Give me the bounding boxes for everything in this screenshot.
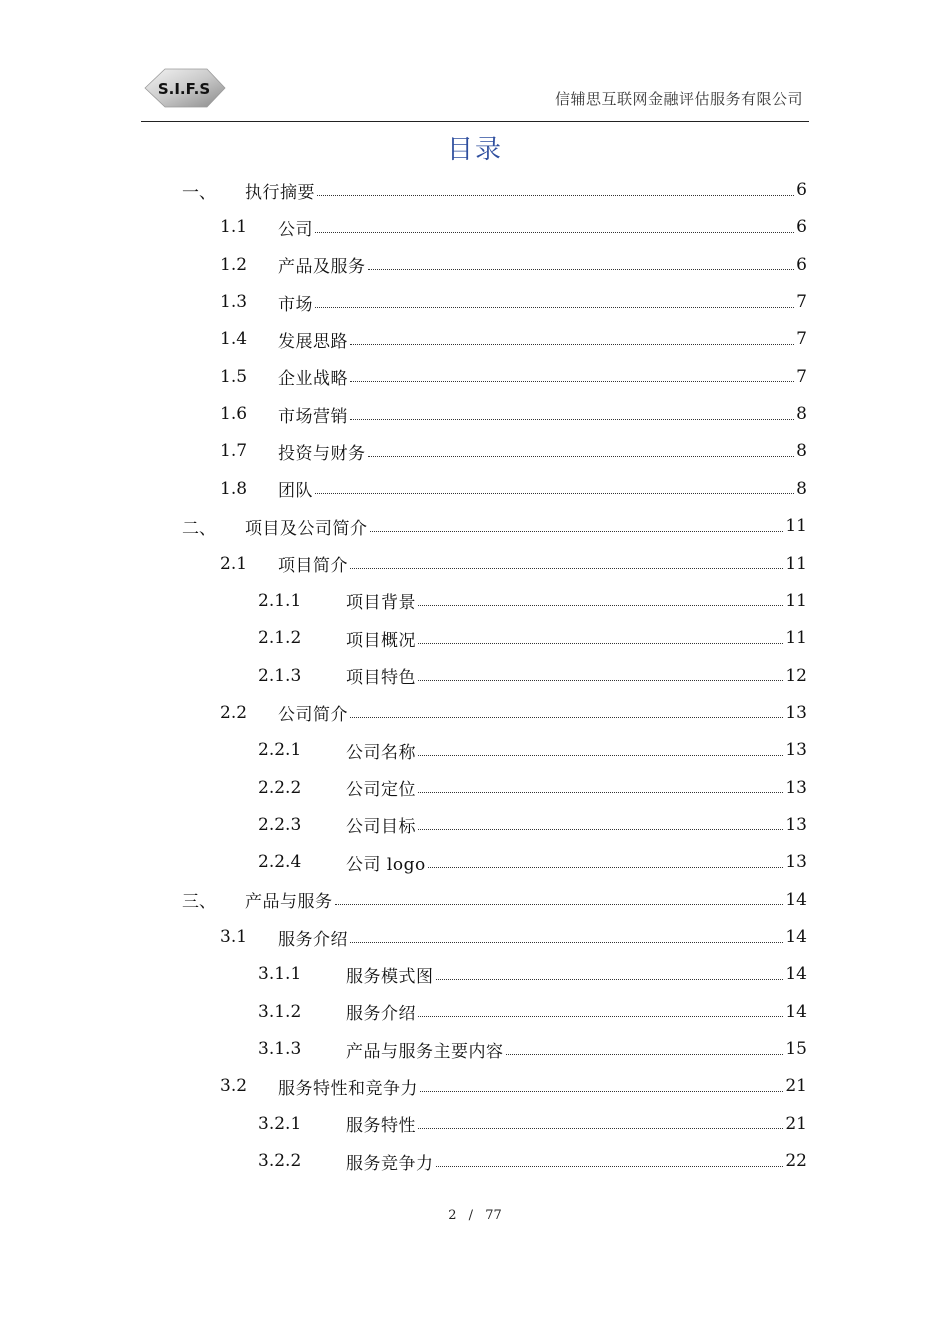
toc-entry[interactable]	[220, 548, 807, 580]
toc-entry-number: 3.2.2	[258, 1151, 302, 1172]
toc-entry-page: 14	[785, 1001, 807, 1022]
toc-leader-dots	[418, 643, 783, 644]
toc-entry-number: 2.1.3	[258, 665, 302, 686]
toc-entry[interactable]	[258, 996, 807, 1028]
page-footer	[0, 1208, 950, 1223]
toc-entry-number: 3.1	[220, 927, 248, 947]
toc-entry-label: 服务特性	[346, 1116, 416, 1137]
toc-entry-page: 11	[785, 590, 807, 611]
toc-entry[interactable]	[258, 958, 807, 990]
toc-entry[interactable]	[220, 921, 807, 953]
toc-entry-page: 14	[785, 889, 807, 910]
toc-entry[interactable]	[258, 809, 807, 841]
toc-leader-dots	[368, 456, 795, 457]
toc-entry-page: 8	[796, 404, 807, 425]
toc-entry-number: 1.1	[220, 217, 248, 238]
toc-entry-label: 执行摘要	[245, 182, 315, 203]
toc-entry[interactable]	[182, 510, 807, 542]
toc-entry-number: 一、	[182, 182, 216, 203]
toc-leader-dots	[350, 381, 794, 382]
toc-entry-page: 7	[796, 329, 807, 350]
toc-entry-number: 二、	[182, 518, 216, 539]
toc-entry-label: 服务模式图	[346, 966, 434, 987]
toc-leader-dots	[506, 1054, 784, 1055]
toc-leader-dots	[436, 1166, 784, 1167]
toc-leader-dots	[368, 269, 795, 270]
toc-entry-label: 项目概况	[346, 630, 416, 651]
toc-entry-label: 产品与服务主要内容	[346, 1041, 504, 1062]
toc-entry-number: 1.6	[220, 404, 248, 425]
toc-entry-page: 7	[796, 292, 807, 313]
toc-entry-number: 1.2	[220, 254, 248, 275]
toc-entry[interactable]	[220, 697, 807, 729]
toc-entry-page: 22	[785, 1151, 807, 1172]
toc-entry[interactable]	[220, 435, 807, 467]
toc-entry-number: 2.1.1	[258, 590, 302, 611]
toc-entry[interactable]	[220, 398, 807, 430]
toc-leader-dots	[418, 1128, 783, 1129]
toc-entry-label: 公司名称	[346, 742, 416, 763]
toc-leader-dots	[315, 493, 794, 494]
toc-entry-label: 公司目标	[346, 817, 416, 838]
toc-entry[interactable]	[258, 1145, 807, 1177]
company-name: 信辅思互联网金融评估服务有限公司	[554, 90, 803, 108]
toc-entry[interactable]	[182, 174, 807, 206]
toc-entry[interactable]	[258, 734, 807, 766]
header-rule	[141, 121, 809, 122]
toc-leader-dots	[418, 792, 783, 793]
toc-entry-label: 服务竞争力	[346, 1153, 434, 1174]
toc-title: 目录	[446, 135, 503, 165]
toc-entry-page: 13	[785, 740, 807, 761]
page-separator: /	[468, 1208, 474, 1223]
toc-entry-label: 项目特色	[346, 668, 416, 689]
toc-entry[interactable]	[258, 772, 807, 804]
toc-leader-dots	[418, 755, 783, 756]
toc-entry[interactable]	[220, 323, 807, 355]
toc-entry-page: 13	[785, 852, 807, 873]
toc-leader-dots	[350, 942, 783, 943]
toc-entry-label: 企业战略	[278, 369, 348, 390]
toc-entry-page: 21	[785, 1076, 807, 1097]
toc-entry[interactable]	[258, 1033, 807, 1065]
toc-leader-dots	[418, 605, 783, 606]
toc-entry[interactable]	[258, 846, 807, 878]
toc-entry[interactable]	[182, 884, 807, 916]
toc-leader-dots	[370, 531, 784, 532]
toc-entry-label: 项目简介	[278, 556, 348, 576]
toc-entry[interactable]	[258, 1108, 807, 1140]
toc-entry-page: 11	[785, 553, 807, 574]
toc-entry-label: 市场营销	[278, 406, 348, 427]
toc-entry-page: 21	[785, 1113, 807, 1134]
page-current: 2	[448, 1208, 457, 1223]
toc-entry-label: 产品与服务	[245, 892, 333, 913]
toc-leader-dots	[350, 717, 783, 718]
toc-entry-label: 团队	[278, 481, 313, 502]
page-total: 77	[485, 1208, 502, 1223]
toc-leader-dots	[418, 1016, 783, 1017]
toc-entry-page: 6	[796, 180, 807, 200]
toc-entry-page: 13	[785, 814, 807, 835]
toc-entry[interactable]	[220, 1070, 807, 1102]
toc-entry-page: 15	[785, 1039, 807, 1060]
toc-leader-dots	[418, 680, 783, 681]
toc-leader-dots	[350, 568, 783, 569]
toc-leader-dots	[315, 232, 794, 233]
toc-entry[interactable]	[220, 473, 807, 505]
toc-entry[interactable]	[258, 585, 807, 617]
toc-leader-dots	[335, 904, 784, 905]
toc-entry-number: 2.2.3	[258, 814, 302, 835]
toc-entry-number: 3.1.2	[258, 1001, 302, 1022]
toc-entry-label: 服务介绍	[346, 1004, 416, 1025]
toc-entry[interactable]	[258, 622, 807, 654]
toc-entry-label: 公司 logo	[346, 854, 426, 875]
toc-entry-number: 1.5	[220, 366, 248, 387]
toc-entry-label: 市场	[278, 294, 313, 315]
toc-entry-number: 3.2.1	[258, 1113, 302, 1134]
toc-entry[interactable]	[220, 286, 807, 318]
toc-entry-number: 2.2.1	[258, 740, 302, 761]
toc-entry-page: 13	[785, 777, 807, 798]
toc-entry[interactable]	[220, 361, 807, 393]
logo-graphic	[141, 66, 227, 110]
toc-entry-number: 3.1.1	[258, 964, 302, 985]
toc-entry-label: 服务特性和竞争力	[278, 1078, 418, 1099]
toc-entry-label: 发展思路	[278, 331, 348, 352]
toc-entry-number: 2.2.4	[258, 852, 302, 873]
toc-entry-page: 6	[796, 254, 807, 275]
toc-entry-number: 1.4	[220, 329, 248, 350]
toc-leader-dots	[418, 829, 783, 830]
toc-entry-number: 2.2.2	[258, 777, 302, 798]
toc-entry-page: 14	[785, 927, 807, 947]
toc-entry-label: 投资与财务	[278, 443, 366, 464]
toc-entry-label: 公司简介	[278, 705, 348, 726]
svg-text:S.I.F.S: S.I.F.S	[157, 80, 211, 98]
toc-leader-dots	[428, 867, 784, 868]
toc-leader-dots	[420, 1091, 783, 1092]
toc-entry-number: 3.1.3	[258, 1039, 302, 1060]
toc-entry-page: 8	[796, 441, 807, 462]
toc-entry[interactable]	[258, 660, 807, 692]
toc-entry-page: 11	[785, 628, 807, 649]
toc-entry-number: 2.2	[220, 702, 248, 723]
toc-entry-number: 1.8	[220, 478, 248, 499]
toc-entry-number: 1.7	[220, 441, 248, 462]
toc-leader-dots	[317, 195, 794, 196]
toc-leader-dots	[350, 419, 794, 420]
toc-entry-label: 服务介绍	[278, 929, 348, 950]
toc-entry-page: 11	[785, 516, 807, 537]
toc-entry-number: 3.2	[220, 1076, 248, 1097]
toc-entry[interactable]	[220, 211, 807, 243]
toc-entry-page: 8	[796, 478, 807, 499]
toc-entry-page: 12	[785, 665, 807, 686]
sifs-logo	[141, 66, 227, 110]
toc-leader-dots	[350, 344, 794, 345]
toc-entry-label: 项目及公司简介	[245, 518, 368, 539]
toc-entry[interactable]	[220, 249, 807, 281]
toc-entry-page: 7	[796, 366, 807, 387]
toc-entry-number: 2.1.2	[258, 628, 302, 649]
toc-entry-label: 产品及服务	[278, 257, 366, 278]
toc-leader-dots	[436, 979, 784, 980]
toc-leader-dots	[315, 307, 794, 308]
toc-entry-page: 13	[785, 702, 807, 723]
toc-entry-label: 项目背景	[346, 593, 416, 614]
toc-entry-label: 公司定位	[346, 780, 416, 801]
toc-entry-page: 6	[796, 217, 807, 238]
toc-entry-number: 1.3	[220, 292, 248, 313]
toc-entry-label: 公司	[278, 219, 313, 240]
toc-entry-page: 14	[785, 964, 807, 985]
toc-entry-number: 2.1	[220, 553, 248, 574]
toc-entry-number: 三、	[182, 892, 216, 913]
